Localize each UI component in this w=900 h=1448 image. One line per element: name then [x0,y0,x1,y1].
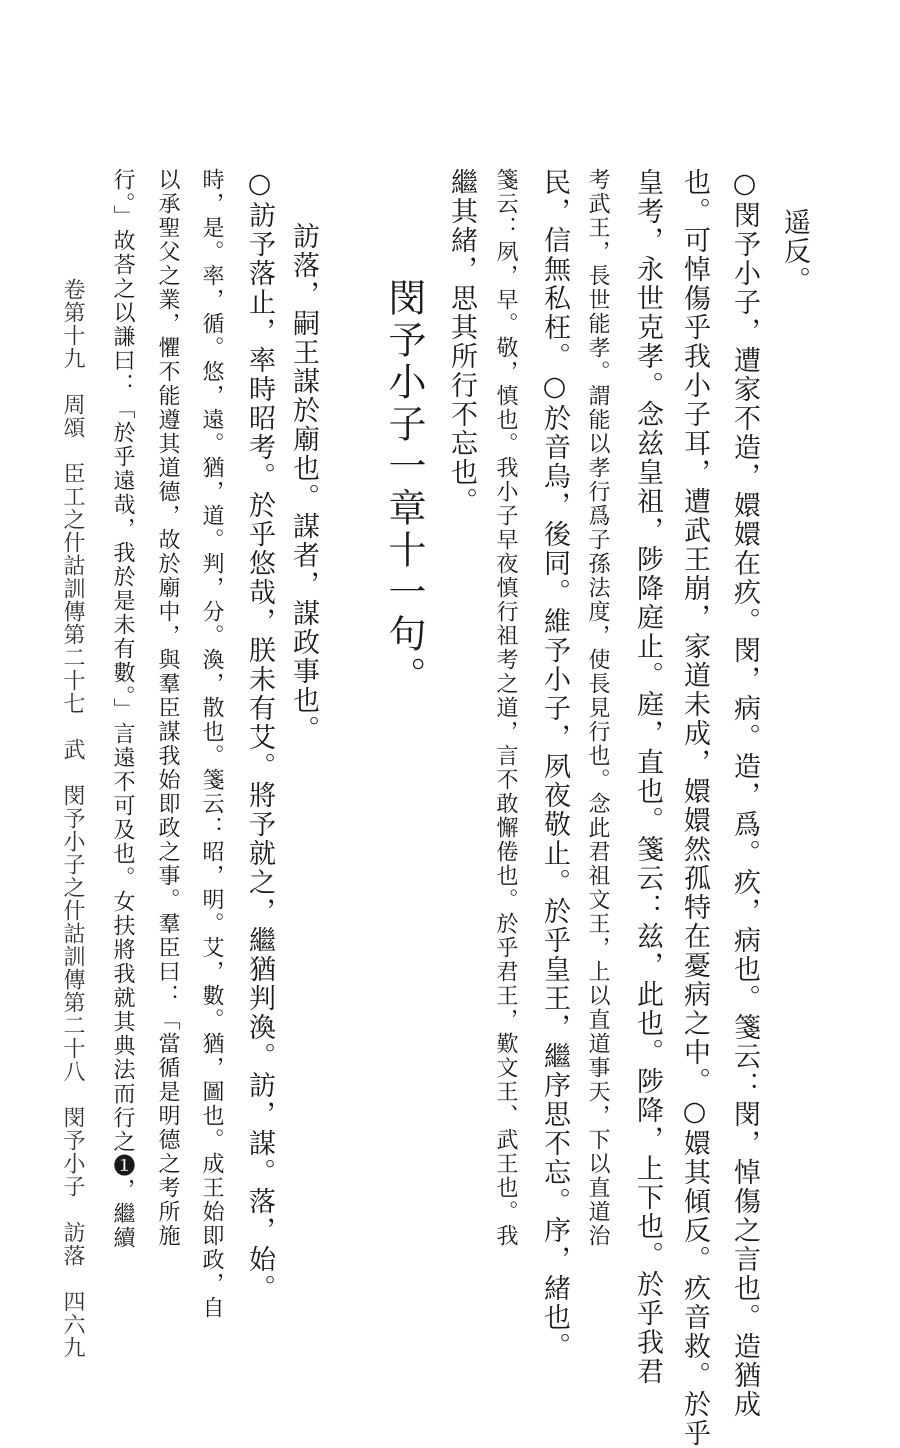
column-text: 箋云：夙，早。敬，慎也。我小子早夜慎行祖考之道，言不敢懈倦也。於乎君王，歎文王、武王也。我 [493,168,518,1248]
text-column [156,168,178,1248]
text-column [731,168,758,1419]
column-text: 遥反。 [779,208,810,295]
column-text: ○閔予小子，遭家不造，嬛嬛在疚。閔，病。造，爲。疚，病也。箋云：閔，悼傷之言也。造猶成 [729,168,760,1419]
text-column [448,168,475,516]
text-column [634,168,661,1386]
text-column [494,168,516,1248]
text-column [586,168,608,1248]
column-text: 皇考，永世克孝。念兹皇祖，陟降庭止。庭，直也。箋云：兹，此也。陟降，上下也。於乎我君 [632,168,663,1386]
column-text: 繼其緒，思其所行不忘也。 [446,168,477,516]
text-column [246,168,273,1303]
column-text: 民，信無私枉。○於音烏，後同。維予小子，夙夜敬止。於乎皇王，繼序思不忘。序，緒也。 [539,168,570,1361]
text-column [541,168,568,1361]
poem-title-column [382,278,426,698]
poem-title: 閔予小子一章十一句。 [382,278,426,698]
text-column [111,168,133,1250]
column-text: 以承聖父之業，懼不能遵其道德，故於廟中，與羣臣謀我始即政之事。羣臣曰：「當循是明德之考所施 [155,168,180,1248]
page-footer [61,278,83,1359]
text-column [290,222,317,744]
column-text: ○訪予落止，率時昭考。於乎悠哉，朕未有艾。將予就之，繼猶判渙。訪，謀。落，始。 [244,168,275,1303]
column-text: 考武王，長世能孝。謂能以孝行爲子孫法度，使長見行也。念此君祖文王，上以直道事天，下以直道治 [585,168,610,1248]
column-text: 行。」故荅之以謙曰：「於乎遠哉，我於是未有數。」言遠不可及也。女扶將我就其典法而行之❶，繼續 [110,168,135,1250]
text-column [200,168,222,1320]
footer-text: 卷第十九 周頌 臣工之什詁訓傳第二十七 武 閔予小子之什詁訓傳第二十八 閔予小子 訪落 四六九 [60,278,85,1359]
column-text: 時，是。率，循。悠，遠。猶，道。判，分。渙，散也。箋云：昭，明。艾，數。猶，圖也。成王始即政，自 [199,168,224,1320]
text-column [681,168,708,1448]
text-column [781,208,808,295]
column-text: 也。可悼傷乎我小子耳，遭武王崩，家道未成，嬛嬛然孤特在憂病之中。○嬛其傾反。疚音救。於乎 [679,168,710,1448]
column-text: 訪落，嗣王謀於廟也。謀者，謀政事也。 [288,222,319,744]
